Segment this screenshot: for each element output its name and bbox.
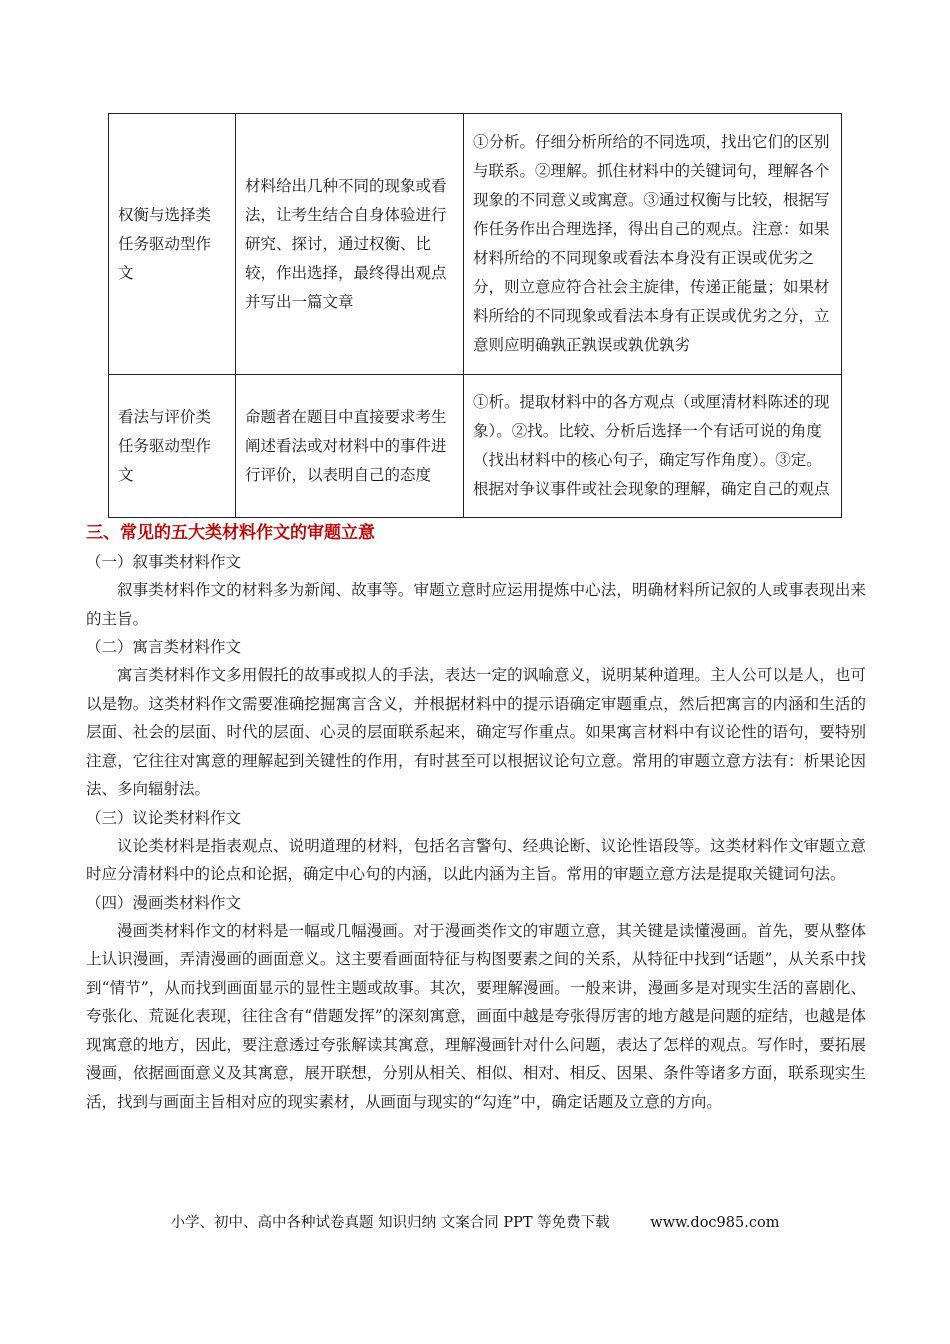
subsection-heading: （二）寓言类材料作文 — [86, 638, 242, 656]
subsection-paragraph: 漫画类材料作文的材料是一幅或几幅漫画。对于漫画类作文的审题立意，其关键是读懂漫画。首先，要从整体上认识漫画，弄清漫画的画面意义。这主要看画面特征与构图要素之间的关系，从特征中找到“话题”，从关系中找到“情节”，从而找到画面显示的显性主题或故事。其次，要理解漫画。一般来讲，漫画多是对现实生活的喜剧化、夸张化、荒诞化表现，往往含有“借题发挥”的深刻寓意，画面中越是夸张得厉害的地方越是问题的症结，也越是体现寓意的地方，因此，要注意透过夸张解读其寓意，理解漫画针对什么问题，表达了怎样的观点。写作时，要拓展漫画，依据画面意义及其寓意，展开联想，分别从相关、相似、相对、相反、因果、条件等诸多方面，联系现实生活，找到与画面主旨相对应的现实素材，从画面与现实的“勾连”中，确定话题及立意的方向。 — [86, 921, 866, 1111]
table-cell-type: 看法与评价类任务驱动型作文 — [109, 375, 236, 518]
subsection-paragraph: 叙事类材料作文的材料多为新闻、故事等。审题立意时应运用提炼中心法，明确材料所记叙的人或事表现出来的主旨。 — [86, 581, 866, 628]
footer-link[interactable]: www.doc985.com — [650, 1215, 780, 1231]
section-content — [86, 518, 866, 1116]
table-cell-method: ①析。提取材料中的各方观点（或厘清材料陈述的现象）。②找。比较、分析后选择一个有话可说的角度（找出材料中的核心句子，确定写作角度）。③定。根据对争议事件或社会现象的理解，确定自己的观点 — [464, 375, 842, 518]
table-cell-feature: 命题者在题目中直接要求考生阐述看法或对材料中的事件进行评价，以表明自己的态度 — [236, 375, 464, 518]
page-footer — [0, 1211, 950, 1232]
section-heading: 三、常见的五大类材料作文的审题立意 — [86, 523, 375, 543]
subsection-heading: （三）议论类材料作文 — [86, 808, 242, 827]
table-cell-method: ①分析。仔细分析所给的不同选项，找出它们的区别与联系。②理解。抓住材料中的关键词句，理解各个现象的不同意义或寓意。③通过权衡与比较，根据写作任务作出合理选择，得出自己的观点。注意：如果材料所给的不同现象或看法本身没有正误或优劣之分，则立意应符合社会主旋律，传递正能量；如果材料所给的不同现象或看法本身有正误或优劣之分，立意则应明确孰正孰误或孰优孰劣 — [464, 114, 842, 375]
subsection-paragraph: 寓言类材料作文多用假托的故事或拟人的手法，表达一定的讽喻意义，说明某种道理。主人公可以是人，也可以是物。这类材料作文需要准确挖掘寓言含义，并根据材料中的提示语确定审题重点，然后把寓言的内涵和生活的层面、社会的层面、时代的层面、心灵的层面联系起来，确定写作重点。如果寓言材料中有议论性的语句，要特别注意，它往往对寓意的理解起到关键性的作用，有时甚至可以根据议论句立意。常用的审题立意方法有：析果论因法、多向辐射法。 — [86, 666, 866, 798]
table-cell-type: 权衡与选择类任务驱动型作文 — [109, 114, 236, 375]
table-row — [109, 114, 842, 375]
subsection-paragraph: 议论类材料是指表观点、说明道理的材料，包括名言警句、经典论断、议论性语段等。这类材料作文审题立意时应分清材料中的论点和论据，确定中心句的内涵，以此内涵为主旨。常用的审题立意方法是提取关键词句法。 — [86, 836, 866, 883]
footer-text: 小学、初中、高中各种试卷真题 知识归纳 文案合同 PPT 等免费下载 — [170, 1215, 610, 1231]
method-table — [108, 113, 842, 518]
subsection-heading: （一）叙事类材料作文 — [86, 553, 242, 571]
table-cell-feature: 材料给出几种不同的现象或看法，让考生结合自身体验进行研究、探讨，通过权衡、比较，作出选择，最终得出观点并写出一篇文章 — [236, 114, 464, 375]
subsection-heading: （四）漫画类材料作文 — [86, 893, 242, 912]
table-row — [109, 375, 842, 518]
